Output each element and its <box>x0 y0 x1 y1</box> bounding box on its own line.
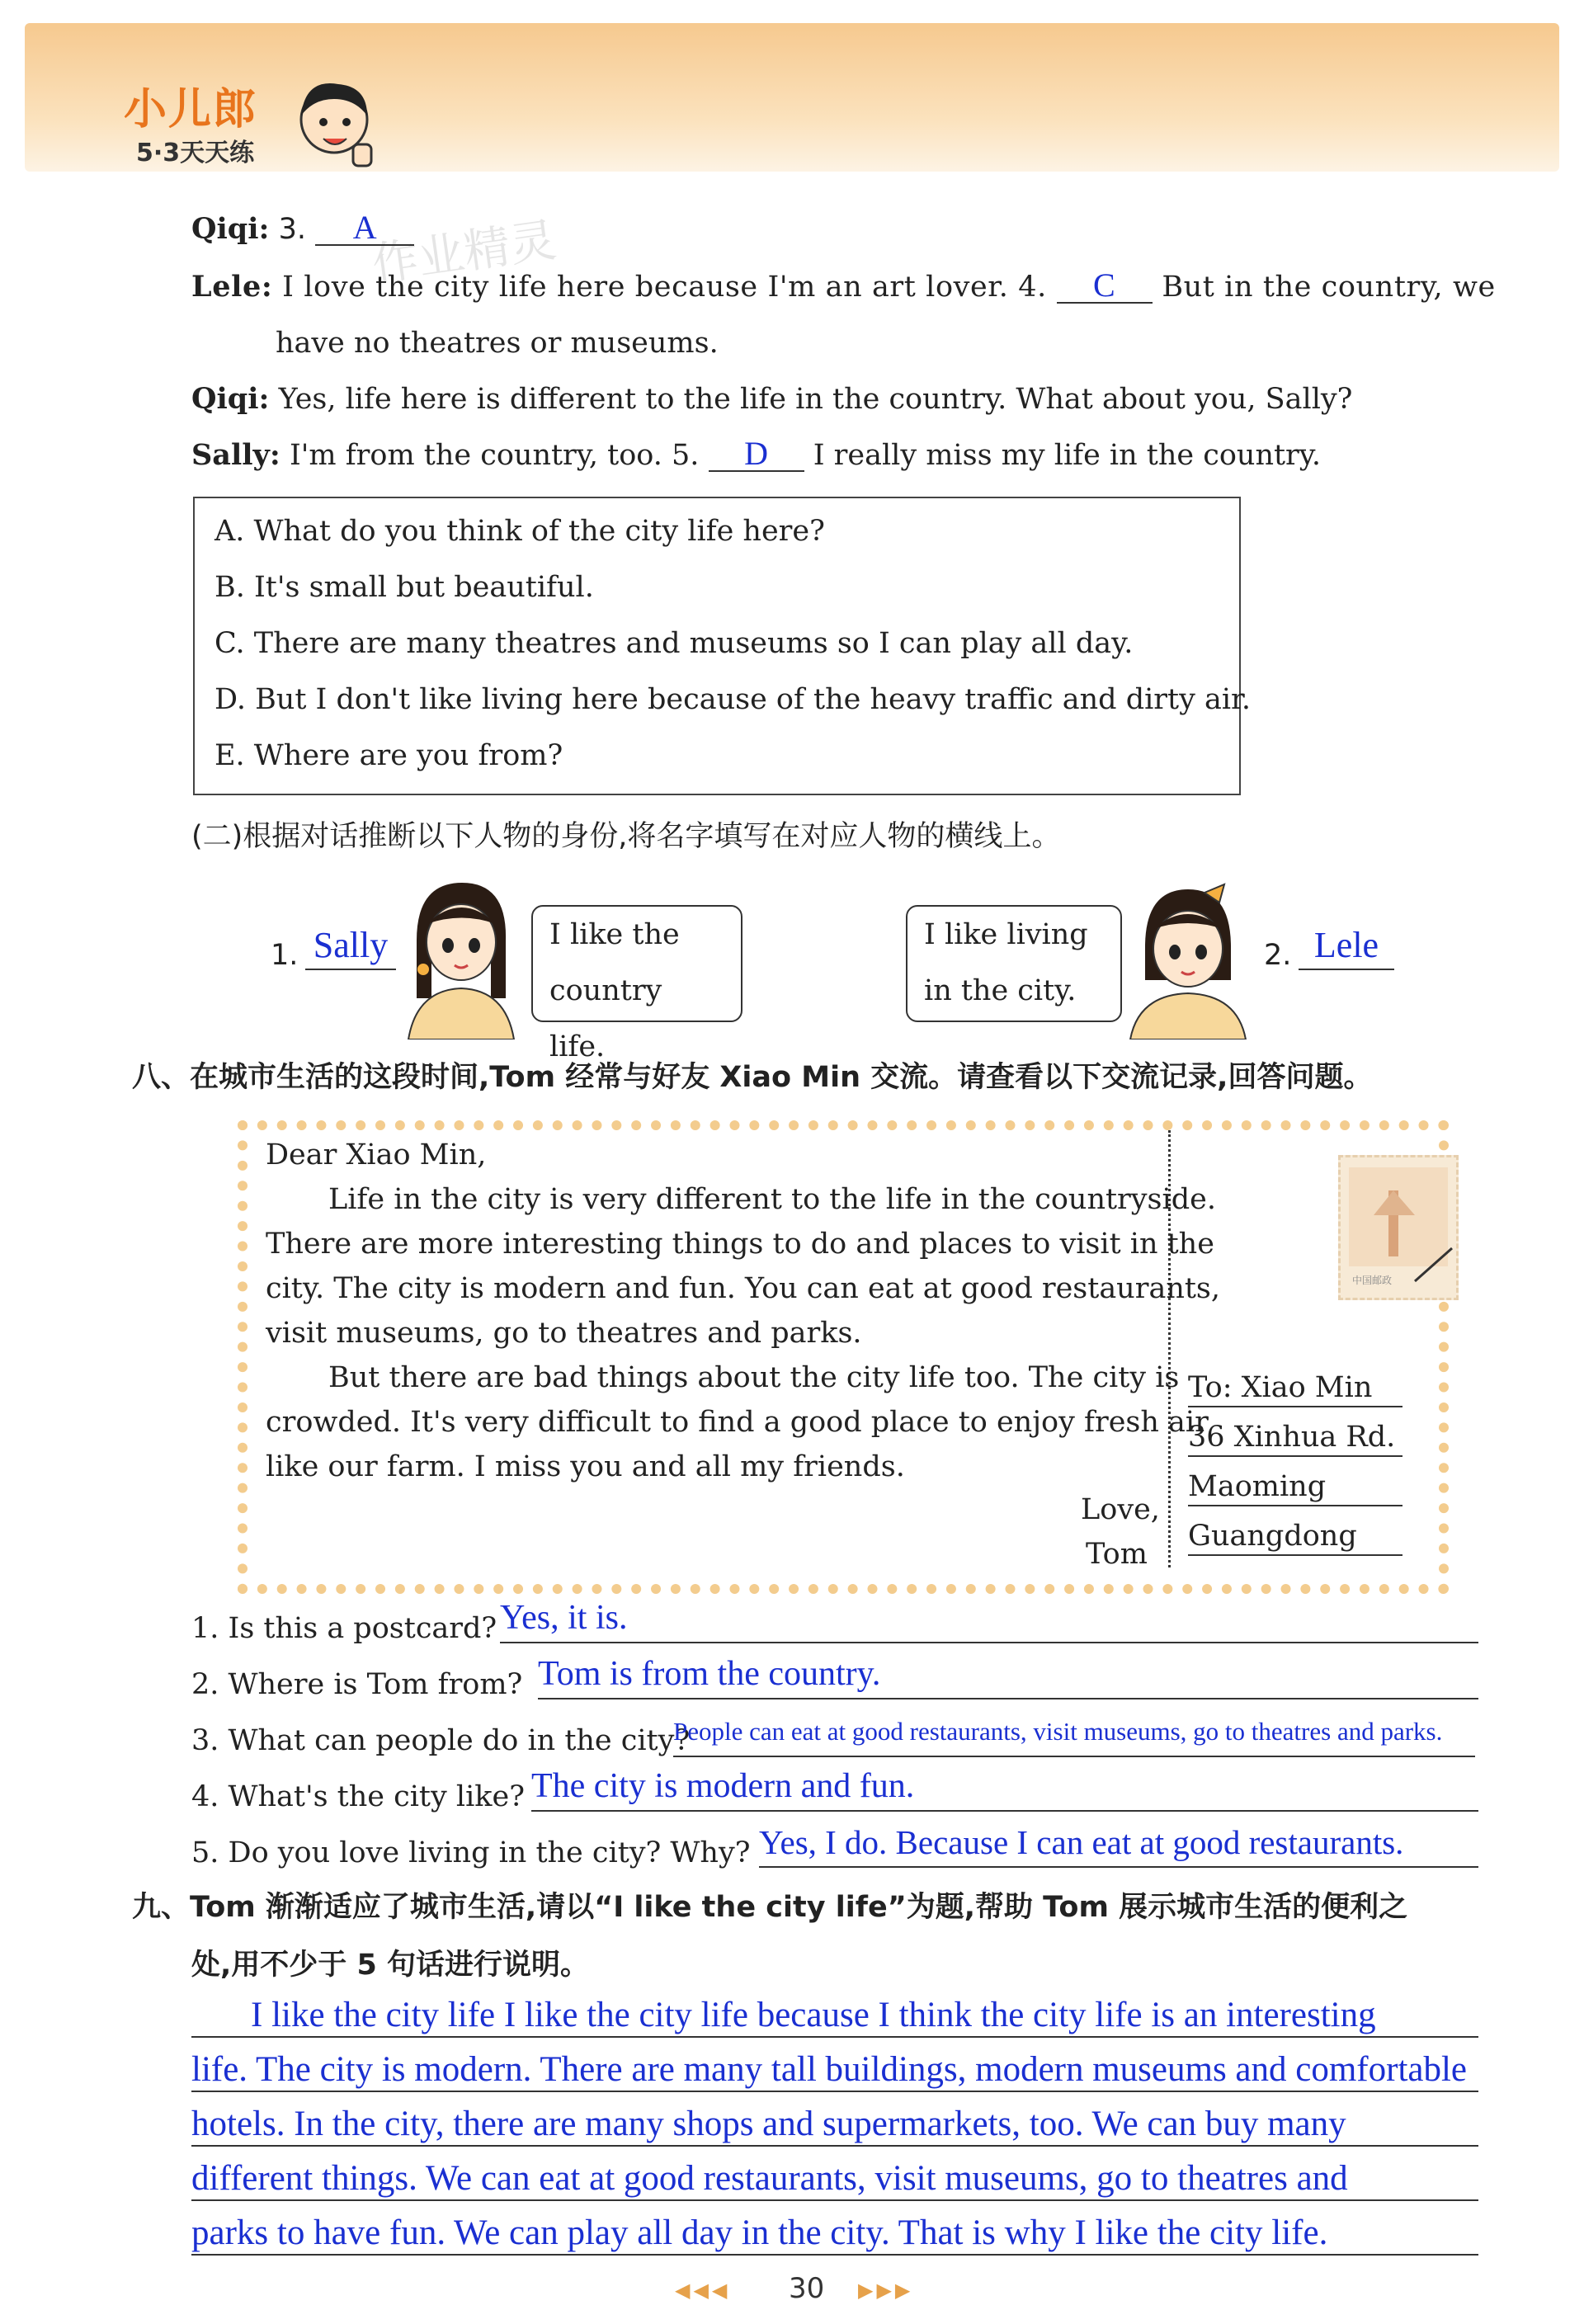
writing-line-1[interactable] <box>191 1983 1478 2038</box>
girl-avatar-right <box>1122 881 1254 1039</box>
speaker: Lele: <box>191 270 273 304</box>
answer-blank-3[interactable]: A <box>315 211 414 246</box>
letter-line: There are more interesting things to do and places to visit in the <box>266 1228 1214 1261</box>
identity-answer-2[interactable]: Lele <box>1299 922 1394 970</box>
letter-line: But there are bad things about the city life too. The city is <box>328 1361 1180 1394</box>
address-line-4: Guangdong <box>1188 1518 1402 1556</box>
question-5: 5. Do you love living in the city? Why? <box>191 1836 751 1869</box>
series-label: 5·3天天练 <box>136 139 255 167</box>
question-4: 4. What's the city like? <box>191 1780 525 1813</box>
letter-greeting: Dear Xiao Min, <box>266 1138 487 1171</box>
question-1: 1. Is this a postcard? <box>191 1612 497 1645</box>
speech-bubble-left <box>531 905 742 1063</box>
writing-text: hotels. In the city, there are many shops and supermarkets, too. We can buy many <box>191 2105 1346 2143</box>
option-e: E. Where are you from? <box>214 739 563 772</box>
section9-title-2: 处,用不少于 5 句话进行说明。 <box>191 1949 590 1982</box>
dialogue-text: I'm from the country, too. 5. <box>289 439 700 472</box>
speaker: Sally: <box>191 438 280 472</box>
answer-text: Tom is from the country. <box>538 1655 881 1693</box>
writing-text: parks to have fun. We can play all day in the city. That is why I like the city life. <box>191 2213 1328 2252</box>
writing-line-4[interactable] <box>191 2147 1478 2201</box>
girl-avatar-left <box>400 874 520 1039</box>
letter-line: Life in the city is very different to the life in the countryside. <box>328 1183 1216 1216</box>
writing-line-2[interactable] <box>191 2038 1478 2092</box>
answer-line-4[interactable] <box>531 1769 1478 1812</box>
answer-blank-5[interactable]: D <box>709 437 804 472</box>
writing-text: I like the city life I like the city life because I think the city life is an interesting <box>251 1996 1376 2034</box>
writing-line-3[interactable] <box>191 2092 1478 2147</box>
address-line-2: 36 Xinhua Rd. <box>1188 1419 1402 1457</box>
section8-title: 八、在城市生活的这段时间,Tom 经常与好友 Xiao Min 交流。请查看以下交流记录,回答问题。 <box>132 1061 1373 1094</box>
brand-logo: 小儿郎 <box>124 85 258 134</box>
question-3: 3. What can people do in the city? <box>191 1724 691 1757</box>
bubble-line: country life. <box>549 974 662 1063</box>
stamp-text: 中国邮政 <box>1352 1275 1393 1286</box>
address-line-1: To: Xiao Min <box>1188 1369 1402 1407</box>
letter-line: city. The city is modern and fun. You can eat at good restaurants, <box>266 1272 1221 1305</box>
speech-bubble-right <box>906 905 1122 1022</box>
speaker: Qiqi: <box>191 212 270 246</box>
identity-num-2: 2. <box>1264 939 1292 972</box>
identity-num-1: 1. <box>271 939 299 972</box>
dialogue-text: 3. <box>278 213 307 246</box>
bubble-line: I like the <box>549 918 680 951</box>
dialogue-text: But in the country, we <box>1162 271 1496 304</box>
option-c: C. There are many theatres and museums so I can play all day. <box>214 627 1134 660</box>
dialogue-text: have no theatres or museums. <box>276 327 719 360</box>
bubble-line: in the city. <box>924 974 1077 1007</box>
answer-line-1[interactable] <box>500 1600 1478 1643</box>
answer-blank-4[interactable]: C <box>1057 269 1153 304</box>
dialogue-line-5 <box>191 437 1321 474</box>
identity-answer-1[interactable]: Sally <box>305 922 396 970</box>
writing-text: life. The city is modern. There are many tall buildings, modern museums and comfortable <box>191 2050 1468 2089</box>
option-d: D. But I don't like living here because of the heavy traffic and dirty air. <box>214 683 1252 716</box>
letter-line: crowded. It's very difficult to find a good place to enjoy fresh air <box>266 1406 1209 1439</box>
letter-signature: Tom <box>1086 1538 1148 1571</box>
dialogue-line-4 <box>191 381 1352 417</box>
part2-instruction: (二)根据对话推断以下人物的身份,将名字填写在对应人物的横线上。 <box>191 820 1061 853</box>
watermark: 作业精灵 <box>369 213 560 293</box>
letter-closing: Love, <box>1081 1493 1160 1526</box>
dialogue-line-2 <box>191 266 1496 305</box>
dialogue-line-3 <box>276 325 719 361</box>
letter-line: like our farm. I miss you and all my friends. <box>266 1450 905 1483</box>
answer-line-3[interactable] <box>673 1714 1475 1757</box>
dialogue-text: I really miss my life in the country. <box>813 439 1322 472</box>
option-b: B. It's small but beautiful. <box>214 571 594 604</box>
dialogue-line-1 <box>191 211 414 247</box>
next-page-arrows-icon: ▶▶▶ <box>858 2279 914 2302</box>
speaker: Qiqi: <box>191 382 270 416</box>
answer-text: Yes, it is. <box>500 1599 628 1637</box>
answer-text: Yes, I do. Because I can eat at good restaurants. <box>759 1823 1404 1861</box>
writing-text: different things. We can eat at good restaurants, visit museums, go to theatres and <box>191 2159 1348 2198</box>
prev-page-arrows-icon: ◀◀◀ <box>675 2279 731 2302</box>
answer-line-2[interactable] <box>538 1657 1478 1699</box>
section9-title-1: 九、Tom 渐渐适应了城市生活,请以“I like the city life”为题,帮助 Tom 展示城市生活的便利之 <box>132 1891 1408 1924</box>
dialogue-text: Yes, life here is different to the life in the country. What about you, Sally? <box>278 383 1353 416</box>
mascot-icon <box>289 74 380 173</box>
options-box <box>193 497 1252 795</box>
page-number: 30 <box>789 2272 825 2305</box>
answer-text: The city is modern and fun. <box>531 1767 915 1805</box>
stamp-icon <box>1338 1155 1459 1300</box>
bubble-line: I like living <box>924 918 1088 951</box>
answer-text: People can eat at good restaurants, visit museums, go to theatres and parks. <box>673 1717 1443 1746</box>
writing-line-5[interactable] <box>191 2201 1478 2256</box>
letter-line: visit museums, go to theatres and parks. <box>266 1317 862 1350</box>
address-line-3: Maoming <box>1188 1468 1402 1506</box>
question-2: 2. Where is Tom from? <box>191 1668 523 1701</box>
option-a: A. What do you think of the city life here? <box>214 515 825 548</box>
answer-line-5[interactable] <box>759 1825 1478 1868</box>
dialogue-text: I love the city life here because I'm an art lover. 4. <box>282 271 1047 304</box>
